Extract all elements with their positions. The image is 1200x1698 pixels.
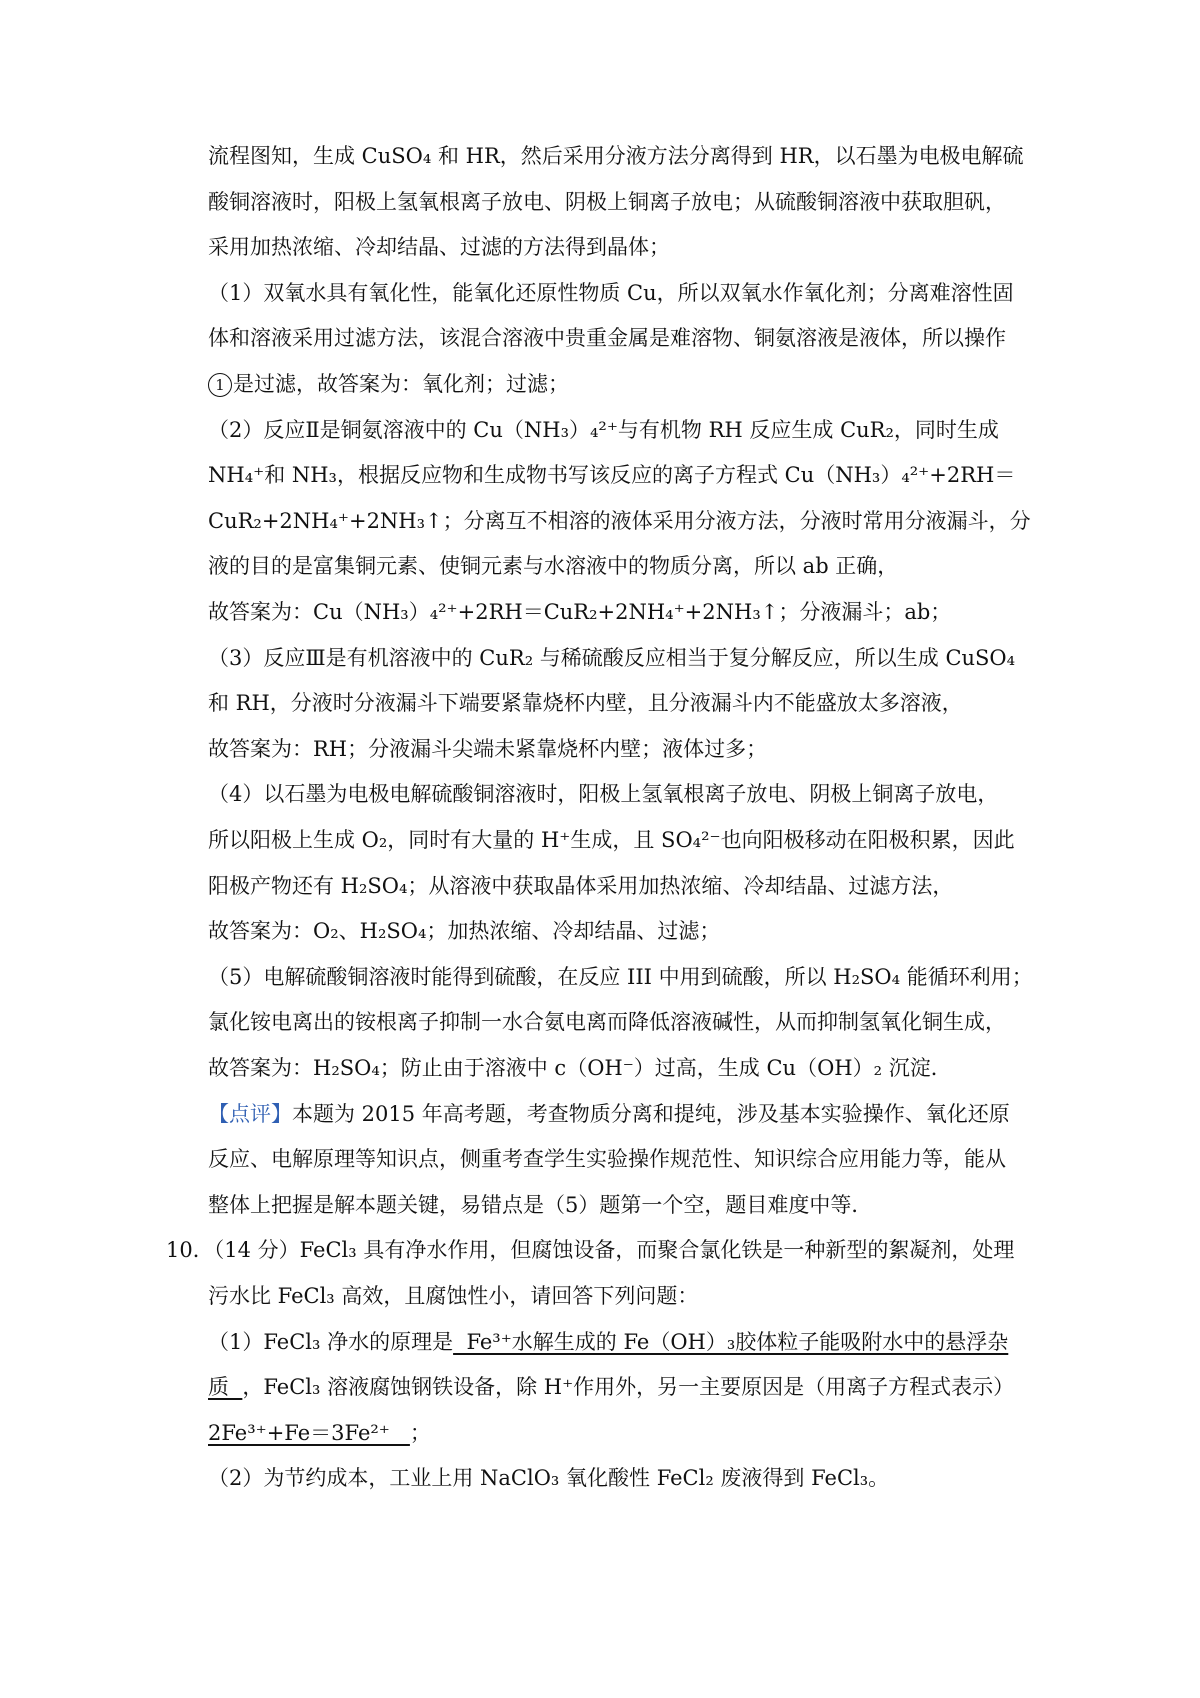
text-line: 采用加热浓缩、冷却结晶、过滤的方法得到晶体； [208,235,670,259]
text-line: 质 ，FeCl₃ 溶液腐蚀钢铁设备，除 H⁺作用外，另一主要原因是（用离子方程式表示） [208,1375,1015,1399]
text-line: 液的目的是富集铜元素、使铜元素与水溶液中的物质分离，所以 ab 正确， [208,554,899,578]
text-line: 故答案为：Cu（NH₃）₄²⁺+2RH＝CuR₂+2NH₄⁺+2NH₃↑；分液漏斗；ab； [208,600,952,624]
text-line: （1）FeCl₃ 净水的原理是 Fe³⁺水解生成的 Fe（OH）₃胶体粒子能吸附水中的悬浮杂 [208,1330,1009,1354]
text-line: （3）反应Ⅲ是有机溶液中的 CuR₂ 与稀硫酸反应相当于复分解反应，所以生成 CuSO₄ [208,646,1016,670]
text-line: 所以阳极上生成 O₂，同时有大量的 H⁺生成，且 SO₄²⁻也向阳极移动在阳极积累，因此 [208,828,1015,852]
text-line: （1）双氧水具有氧化性，能氧化还原性物质 Cu，所以双氧水作氧化剂；分离难溶性固 [208,281,1014,305]
text-line: 反应、电解原理等知识点，侧重考查学生实验操作规范性、知识综合应用能力等，能从 [208,1147,1006,1171]
text-line: 氯化铵电离出的铵根离子抑制一水合氨电离而降低溶液碱性，从而抑制氢氧化铜生成， [208,1010,1006,1034]
text-line: 故答案为：H₂SO₄；防止由于溶液中 c（OH⁻）过高，生成 Cu（OH）₂ 沉淀． [208,1056,952,1080]
text-line: 1 是过滤，故答案为：氧化剂；过滤； [208,369,569,399]
text-line: 2Fe³⁺+Fe＝3Fe²⁺ ； [208,1421,431,1445]
text-line: CuR₂+2NH₄⁺+2NH₃↑；分离互不相溶的液体采用分液方法，分液时常用分液漏斗，分 [208,509,1031,533]
circled-number: 1 [208,373,232,397]
text-line: 污水比 FeCl₃ 高效，且腐蚀性小，请回答下列问题： [208,1284,699,1308]
text-line: NH₄⁺和 NH₃，根据反应物和生成物书写该反应的离子方程式 Cu（NH₃）₄²⁺+2RH＝ [208,463,1016,487]
text-line: （2）为节约成本，工业上用 NaClO₃ 氧化酸性 FeCl₂ 废液得到 FeCl₃。 [208,1466,890,1490]
text-line: 体和溶液采用过滤方法，该混合溶液中贵重金属是难溶物、铜氨溶液是液体，所以操作 [208,326,1006,350]
comment-line: 【点评】本题为 2015 年高考题，考查物质分离和提纯，涉及基本实验操作、氧化还原 [208,1102,1010,1126]
question-title: 10．（14 分）FeCl₃ 具有净水作用，但腐蚀设备，而聚合氯化铁是一种新型的絮凝剂，处理 [166,1238,1015,1262]
text-line: 流程图知，生成 CuSO₄ 和 HR，然后采用分液方法分离得到 HR，以石墨为电极电解硫 [208,144,1024,168]
text-line: （2）反应Ⅱ是铜氨溶液中的 Cu（NH₃）₄²⁺与有机物 RH 反应生成 CuR₂，同时生成 [208,418,999,442]
text-line: 酸铜溶液时，阳极上氢氧根离子放电、阴极上铜离子放电；从硫酸铜溶液中获取胆矾， [208,190,1006,214]
answer-blank: 质 [208,1375,243,1399]
answer-blank: Fe³⁺水解生成的 Fe（OH）₃胶体粒子能吸附水中的悬浮杂 [453,1330,1009,1354]
text-line: 故答案为：O₂、H₂SO₄；加热浓缩、冷却结晶、过滤； [208,919,721,943]
answer-blank: 2Fe³⁺+Fe＝3Fe²⁺ [208,1421,410,1445]
text-line: （5）电解硫酸铜溶液时能得到硫酸，在反应 III 中用到硫酸，所以 H₂SO₄ 能循环利用； [208,965,1033,989]
text-line: 整体上把握是解本题关键，易错点是（5）题第一个空，题目难度中等． [208,1193,873,1217]
comment-tag: 【点评】 [208,1102,292,1126]
text-line: 和 RH，分液时分液漏斗下端要紧靠烧杯内壁，且分液漏斗内不能盛放太多溶液， [208,691,963,715]
text-line: 故答案为：RH；分液漏斗尖端未紧靠烧杯内壁；液体过多； [208,737,768,761]
text-line: （4）以石墨为电极电解硫酸铜溶液时，阳极上氢氧根离子放电、阴极上铜离子放电， [208,782,999,806]
text-line: 阳极产物还有 H₂SO₄；从溶液中获取晶体采用加热浓缩、冷却结晶、过滤方法， [208,874,954,898]
